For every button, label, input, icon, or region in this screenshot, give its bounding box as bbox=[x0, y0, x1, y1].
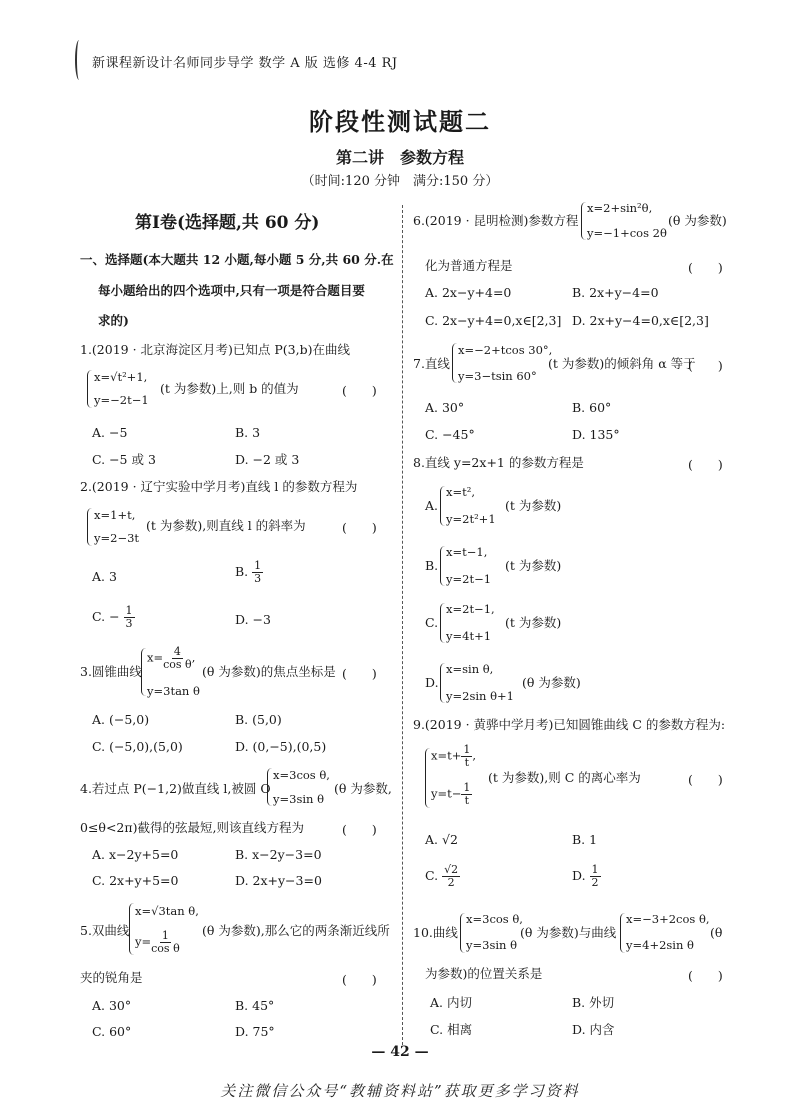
q5-eq2-fraction bbox=[151, 930, 180, 955]
q5-eq2-num: 1 bbox=[161, 929, 169, 942]
q2-option-c-label: C. − bbox=[92, 609, 120, 624]
q1-tail: (t 为参数)上,则 b 的值为 bbox=[160, 381, 299, 396]
q5-option-a[interactable]: A. 30° bbox=[92, 998, 132, 1013]
q1-option-a[interactable]: A. −5 bbox=[92, 425, 128, 440]
q8-stem: 8.直线 y=2x+1 的参数方程是 bbox=[413, 455, 584, 470]
q8-option-b-label[interactable]: B. bbox=[425, 558, 439, 573]
q9-eq2 bbox=[431, 782, 472, 807]
q3-eq1 bbox=[147, 646, 195, 671]
q6-brace bbox=[581, 202, 586, 240]
q5-brace bbox=[129, 903, 134, 955]
q7-option-c[interactable]: C. −45° bbox=[425, 427, 475, 442]
q2-tail: (t 为参数),则直线 l 的斜率为 bbox=[146, 518, 306, 533]
instructions-line-1: 一、选择题(本大题共 12 小题,每小题 5 分,共 60 分.在 bbox=[80, 252, 394, 267]
q6-stem: 6.(2019 · 昆明检测)参数方程 bbox=[413, 213, 579, 228]
q8-option-c-label[interactable]: C. bbox=[425, 615, 439, 630]
q8-option-a-param: (t 为参数) bbox=[505, 498, 562, 513]
q1-option-c[interactable]: C. −5 或 3 bbox=[92, 452, 156, 467]
q1-option-d[interactable]: D. −2 或 3 bbox=[235, 452, 300, 467]
q9-option-d-fraction bbox=[590, 864, 601, 889]
q10-option-a[interactable]: A. 内切 bbox=[430, 995, 472, 1010]
q7-option-b[interactable]: B. 60° bbox=[572, 400, 612, 415]
q6-tail: (θ 为参数) bbox=[668, 213, 727, 228]
page-subtitle: 第二讲 参数方程 bbox=[335, 148, 464, 167]
q9-eq2-num: 1 bbox=[463, 781, 471, 794]
q5-option-d[interactable]: D. 75° bbox=[235, 1024, 275, 1039]
q2-option-b-den: 3 bbox=[254, 572, 262, 585]
q2-option-c-fraction bbox=[124, 605, 135, 630]
q9-eq1-den: t bbox=[464, 756, 470, 769]
column-divider bbox=[402, 205, 403, 1045]
q5-option-b[interactable]: B. 45° bbox=[235, 998, 275, 1013]
q8-option-b-brace bbox=[440, 546, 445, 586]
q3-option-c[interactable]: C. (−5,0),(5,0) bbox=[92, 739, 183, 754]
q4-answer-blank[interactable]: ( ) bbox=[342, 822, 377, 837]
q3-tail: (θ 为参数)的焦点坐标是 bbox=[202, 664, 336, 679]
q9-option-d-num: 1 bbox=[591, 863, 599, 876]
q1-stem: 1.(2019 · 北京海淀区月考)已知点 P(3,b)在曲线 bbox=[80, 342, 350, 357]
q1-option-b[interactable]: B. 3 bbox=[235, 425, 261, 440]
q8-option-c-eq2: y=4t+1 bbox=[446, 629, 492, 643]
q8-option-b-param: (t 为参数) bbox=[505, 558, 562, 573]
q3-eq1-den: cos θ bbox=[163, 658, 192, 671]
q10-eq2: y=3sin θ bbox=[466, 938, 518, 952]
q1-eq2: y=−2t−1 bbox=[94, 393, 149, 407]
q8-option-a-eq2: y=2t²+1 bbox=[446, 512, 496, 526]
q10-brace-2 bbox=[620, 913, 625, 953]
q7-eq2: y=3−tsin 60° bbox=[458, 369, 537, 383]
q9-option-d[interactable] bbox=[572, 864, 601, 889]
q3-option-d[interactable]: D. (0,−5),(0,5) bbox=[235, 739, 327, 754]
q4-stem: 4.若过点 P(−1,2)做直线 l,被圆 O bbox=[80, 781, 271, 796]
q6-option-d[interactable]: D. 2x+y−4=0,x∈[2,3] bbox=[572, 313, 709, 328]
q5-option-c[interactable]: C. 60° bbox=[92, 1024, 132, 1039]
section-heading: 第Ⅰ卷(选择题,共 60 分) bbox=[135, 213, 320, 233]
q9-option-c-label: C. bbox=[425, 868, 439, 883]
q7-option-d[interactable]: D. 135° bbox=[572, 427, 620, 442]
q10-eq3: x=−3+2cos θ, bbox=[626, 912, 710, 926]
q10-tail: (θ bbox=[710, 925, 723, 940]
q5-tail: (θ 为参数),那么它的两条渐近线所 bbox=[202, 923, 390, 938]
q6-eq2: y=−1+cos 2θ bbox=[587, 226, 667, 240]
q3-eq1-pre: x= bbox=[147, 650, 164, 665]
q2-option-d[interactable]: D. −3 bbox=[235, 612, 271, 627]
q4-brace bbox=[267, 768, 272, 806]
header-series: 新课程新设计名师同步导学 数学 A 版 选修 4-4 RJ bbox=[92, 56, 398, 71]
page-title: 阶段性测试题二 bbox=[309, 107, 491, 136]
q7-answer-blank[interactable]: ( ) bbox=[688, 358, 723, 373]
q3-brace bbox=[141, 648, 146, 696]
q7-stem: 7.直线 bbox=[413, 356, 450, 371]
q6-option-a[interactable]: A. 2x−y+4=0 bbox=[425, 285, 512, 300]
q2-option-b[interactable] bbox=[235, 560, 263, 585]
exam-info: （时间:120 分钟 满分:150 分） bbox=[301, 174, 499, 189]
q4-line2: 0≤θ<2π)截得的弦最短,则该直线方程为 bbox=[80, 820, 304, 835]
q10-option-c[interactable]: C. 相离 bbox=[430, 1022, 473, 1037]
q5-eq1: x=√3tan θ, bbox=[135, 904, 199, 918]
q9-eq1-post: , bbox=[472, 748, 477, 763]
q10-option-d[interactable]: D. 内含 bbox=[572, 1022, 615, 1037]
q2-option-c-num: 1 bbox=[125, 604, 133, 617]
q2-option-a[interactable]: A. 3 bbox=[92, 569, 117, 584]
header-bracket bbox=[75, 40, 83, 80]
q8-option-c-param: (t 为参数) bbox=[505, 615, 562, 630]
q10-answer-blank[interactable]: ( ) bbox=[688, 968, 723, 983]
instructions-line-3: 求的) bbox=[98, 313, 129, 328]
q3-answer-blank[interactable]: ( ) bbox=[342, 666, 377, 681]
q9-option-c-fraction bbox=[442, 864, 460, 889]
q10-stem: 10.曲线 bbox=[413, 925, 458, 940]
q6-eq1: x=2+sin²θ, bbox=[587, 201, 653, 215]
q9-eq1-num: 1 bbox=[463, 743, 471, 756]
q4-option-c[interactable]: C. 2x+y+5=0 bbox=[92, 873, 179, 888]
q9-option-c-den: 2 bbox=[447, 876, 455, 889]
q9-option-b[interactable]: B. 1 bbox=[572, 832, 598, 847]
q10-line2: 为参数)的位置关系是 bbox=[425, 966, 543, 981]
q8-option-d-param: (θ 为参数) bbox=[522, 675, 581, 690]
q2-option-c-den: 3 bbox=[125, 617, 133, 630]
q1-brace bbox=[87, 370, 92, 408]
q10-eq1: x=3cos θ, bbox=[466, 912, 523, 926]
q2-stem: 2.(2019 · 辽宁实验中学月考)直线 l 的参数方程为 bbox=[80, 479, 358, 494]
q2-brace bbox=[87, 508, 92, 546]
q2-option-b-num: 1 bbox=[254, 559, 262, 572]
q6-answer-blank[interactable]: ( ) bbox=[688, 260, 723, 275]
q9-option-c-num: √2 bbox=[444, 863, 459, 876]
q3-eq1-fraction bbox=[163, 646, 192, 671]
q5-stem: 5.双曲线 bbox=[80, 923, 130, 938]
q8-option-a-label[interactable]: A. bbox=[425, 498, 439, 513]
page-number: — 42 — bbox=[371, 1044, 429, 1060]
q6-option-c[interactable]: C. 2x−y+4=0,x∈[2,3] bbox=[425, 313, 562, 328]
q9-tail: (t 为参数),则 C 的离心率为 bbox=[488, 770, 641, 785]
q9-brace bbox=[425, 748, 430, 808]
q8-answer-blank[interactable]: ( ) bbox=[688, 457, 723, 472]
q9-stem: 9.(2019 · 黄骅中学月考)已知圆锥曲线 C 的参数方程为: bbox=[413, 717, 726, 732]
q2-option-b-label: B. bbox=[235, 564, 249, 579]
q1-eq1: x=√t²+1, bbox=[94, 370, 148, 384]
q9-eq2-fraction bbox=[461, 782, 472, 807]
q3-option-a[interactable]: A. (−5,0) bbox=[92, 712, 150, 727]
q7-option-a[interactable]: A. 30° bbox=[425, 400, 465, 415]
q7-tail: (t 为参数)的倾斜角 α 等于 bbox=[548, 356, 696, 371]
q2-eq1: x=1+t, bbox=[94, 508, 136, 522]
q4-option-b[interactable]: B. x−2y−3=0 bbox=[235, 847, 322, 862]
q5-line2: 夹的锐角是 bbox=[80, 970, 143, 985]
q7-brace bbox=[452, 343, 457, 383]
q2-eq2: y=2−3t bbox=[94, 531, 140, 545]
q8-option-d-eq2: y=2sin θ+1 bbox=[446, 689, 514, 703]
q8-option-d-eq1: x=sin θ, bbox=[446, 662, 494, 676]
instructions-line-2: 每小题给出的四个选项中,只有一项是符合题目要 bbox=[98, 283, 365, 298]
q4-eq1: x=3cos θ, bbox=[273, 768, 330, 782]
footer-note: 关注微信公众号“教辅资料站”获取更多学习资料 bbox=[220, 1082, 580, 1100]
q8-option-a-eq1: x=t², bbox=[446, 485, 476, 499]
q10-mid: (θ 为参数)与曲线 bbox=[520, 925, 617, 940]
q8-option-c-brace bbox=[440, 603, 445, 643]
q4-eq2: y=3sin θ bbox=[273, 792, 325, 806]
q10-eq4: y=4+2sin θ bbox=[626, 938, 694, 952]
q3-eq1-num: 4 bbox=[173, 645, 181, 658]
q9-answer-blank[interactable]: ( ) bbox=[688, 772, 723, 787]
q3-stem: 3.圆锥曲线 bbox=[80, 664, 142, 679]
q10-option-b[interactable]: B. 外切 bbox=[572, 995, 615, 1010]
q9-eq2-den: t bbox=[464, 794, 470, 807]
q6-line2: 化为普通方程是 bbox=[425, 258, 513, 273]
q2-answer-blank[interactable]: ( ) bbox=[342, 520, 377, 535]
q9-eq1 bbox=[431, 744, 476, 769]
q3-eq1-post: , bbox=[191, 650, 196, 665]
q10-brace-1 bbox=[460, 913, 465, 953]
q7-eq1: x=−2+tcos 30°, bbox=[458, 343, 553, 357]
q4-option-d[interactable]: D. 2x+y−3=0 bbox=[235, 873, 322, 888]
q5-eq2-den: cos θ bbox=[151, 942, 180, 955]
q9-option-d-label: D. bbox=[572, 868, 586, 883]
q5-eq2 bbox=[135, 930, 180, 955]
q2-option-b-fraction bbox=[252, 560, 263, 585]
q8-option-d-brace bbox=[440, 663, 445, 703]
q9-option-d-den: 2 bbox=[591, 876, 599, 889]
q9-eq1-pre: x=t+ bbox=[431, 748, 462, 763]
q2-option-c[interactable] bbox=[92, 605, 135, 630]
q4-option-a[interactable]: A. x−2y+5=0 bbox=[92, 847, 179, 862]
q9-eq1-fraction bbox=[461, 744, 472, 769]
q9-eq2-pre: y=t− bbox=[431, 786, 462, 801]
q8-option-b-eq2: y=2t−1 bbox=[446, 572, 492, 586]
q9-option-c[interactable] bbox=[425, 864, 460, 889]
q4-tail: (θ 为参数, bbox=[334, 781, 392, 796]
q3-eq2: y=3tan θ bbox=[147, 684, 200, 698]
q1-answer-blank[interactable]: ( ) bbox=[342, 383, 377, 398]
q6-option-b[interactable]: B. 2x+y−4=0 bbox=[572, 285, 659, 300]
q8-option-a-brace bbox=[440, 486, 445, 526]
q8-option-d-label[interactable]: D. bbox=[425, 675, 439, 690]
q8-option-b-eq1: x=t−1, bbox=[446, 545, 488, 559]
q9-option-a[interactable]: A. √2 bbox=[425, 832, 458, 847]
q8-option-c-eq1: x=2t−1, bbox=[446, 602, 495, 616]
q5-eq2-pre: y= bbox=[135, 934, 152, 949]
q5-answer-blank[interactable]: ( ) bbox=[342, 972, 377, 987]
q3-option-b[interactable]: B. (5,0) bbox=[235, 712, 282, 727]
